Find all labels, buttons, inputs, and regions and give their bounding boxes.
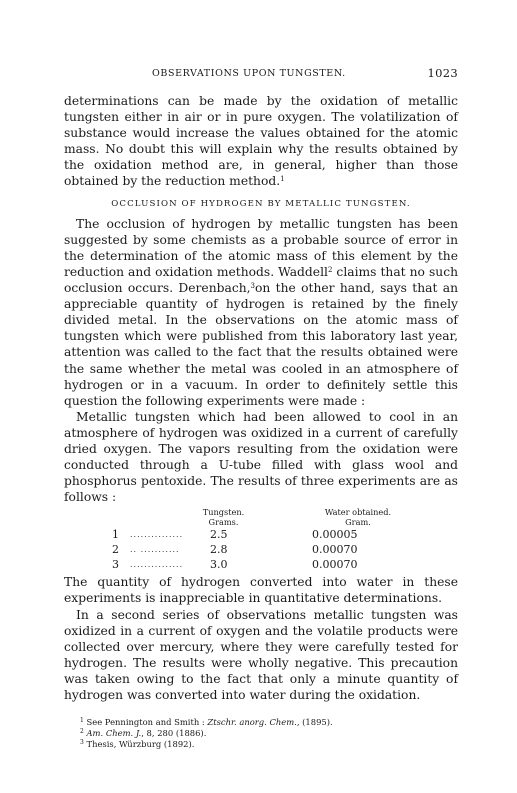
paragraph-second-series: In a second series of observations metallic tungsten was oxidized in a current of oxygen and the volatile products were collected over mercury, where they were carefully tested for hydrogen. The results were wholly negative. This precaution was taken owing to the fact that only a minute quantity of hydrogen was converted into water during the oxidation. <box>64 607 458 702</box>
table-header <box>64 508 458 527</box>
row-index: 1 <box>112 528 119 542</box>
paragraph-continuation <box>64 93 458 190</box>
footnote-mark: 3 <box>80 739 84 746</box>
footnote-journal: Ztschr. anorg. Chem. <box>207 717 297 727</box>
water-grams: 0.00070 <box>312 558 358 572</box>
dot-leader: ............... <box>130 530 184 540</box>
paragraph-conclusion: The quantity of hydrogen converted into water in these experiments is inappreciable in quantitative determinations. <box>64 575 458 606</box>
column-unit: Gram. <box>345 516 371 527</box>
footnotes <box>80 717 460 750</box>
running-title: OBSERVATIONS UPON TUNGSTEN. <box>152 68 346 79</box>
water-grams: 0.00070 <box>312 543 358 557</box>
dot-leader: ............... <box>130 560 184 570</box>
footnote-marker: 1 <box>280 175 285 184</box>
results-table <box>64 508 458 572</box>
water-grams: 0.00005 <box>312 528 358 542</box>
paragraph-text: The occlusion of hydrogen by metallic tungsten has been suggested by some chemists as a probable source of error in the determination of the atomic mass of this element by the reduction and oxidation methods. Waddell <box>64 216 458 279</box>
footnote-mark: 2 <box>80 728 84 735</box>
column-unit: Grams. <box>208 516 239 527</box>
paragraph-text: claims that no such occlusion occurs. Derenbach, <box>64 264 459 296</box>
column-title: Tungsten. <box>202 507 245 518</box>
footnote-marker: 3 <box>250 282 256 291</box>
footnote-journal: Am. Chem. J. <box>86 728 142 738</box>
body-text <box>64 93 458 703</box>
footnote-mark: 1 <box>80 717 84 724</box>
row-index: 2 <box>112 543 119 557</box>
table-row <box>64 557 458 572</box>
page-number: 1023 <box>427 66 458 80</box>
paragraph-text: on the other hand, says that an appreciable quantity of hydrogen is retained by the finely divided metal. In the observations on the atomic mass of tungsten which were published from this laboratory last year, attention was called to the fact that the results obtained were the same whether the metal was cooled in an atmosphere of hydrogen or in a vacuum. In order to definitely settle this question the following experiments were made : <box>64 281 458 408</box>
tungsten-grams: 2.8 <box>210 543 228 557</box>
dot-leader: .. ........... <box>130 545 180 555</box>
footnote-text: Thesis, Würzburg (1892). <box>86 739 195 749</box>
table-row <box>64 527 458 542</box>
column-title: Water obtained. <box>324 507 392 518</box>
paragraph-experiment: Metallic tungsten which had been allowed to cool in an atmosphere of hydrogen was oxidized in a current of carefully dried oxygen. The vapors resulting from the oxidation were conducted through a U-tube filled with glass wool and phosphorus pentoxide. The results of three experiments are as follows : <box>64 409 458 505</box>
water-column-header <box>313 508 403 527</box>
footnote <box>80 728 460 739</box>
footnote <box>80 739 460 750</box>
paragraph-occlusion <box>64 216 458 409</box>
footnote-text: , (1895). <box>296 717 333 727</box>
running-header <box>64 66 458 82</box>
row-index: 3 <box>112 558 119 572</box>
footnote-marker: 2 <box>327 265 333 274</box>
table-row <box>64 542 458 557</box>
paragraph-text: determinations can be made by the oxidation of metallic tungsten either in air or in pure oxygen. The volatilization of substance would increase the values obtained for the atomic mass. No doubt this will explain why the results obtained by the oxidation method are, in general, higher than those obtained by the reduction method. <box>64 94 458 189</box>
tungsten-column-header <box>176 508 271 527</box>
section-heading: OCCLUSION OF HYDROGEN BY METALLIC TUNGSTEN. <box>111 198 411 209</box>
footnote <box>80 717 460 728</box>
footnote-text: See Pennington and Smith : <box>86 717 208 727</box>
tungsten-grams: 3.0 <box>210 558 228 572</box>
tungsten-grams: 2.5 <box>210 528 228 542</box>
footnote-text: , 8, 280 (1886). <box>141 728 207 738</box>
